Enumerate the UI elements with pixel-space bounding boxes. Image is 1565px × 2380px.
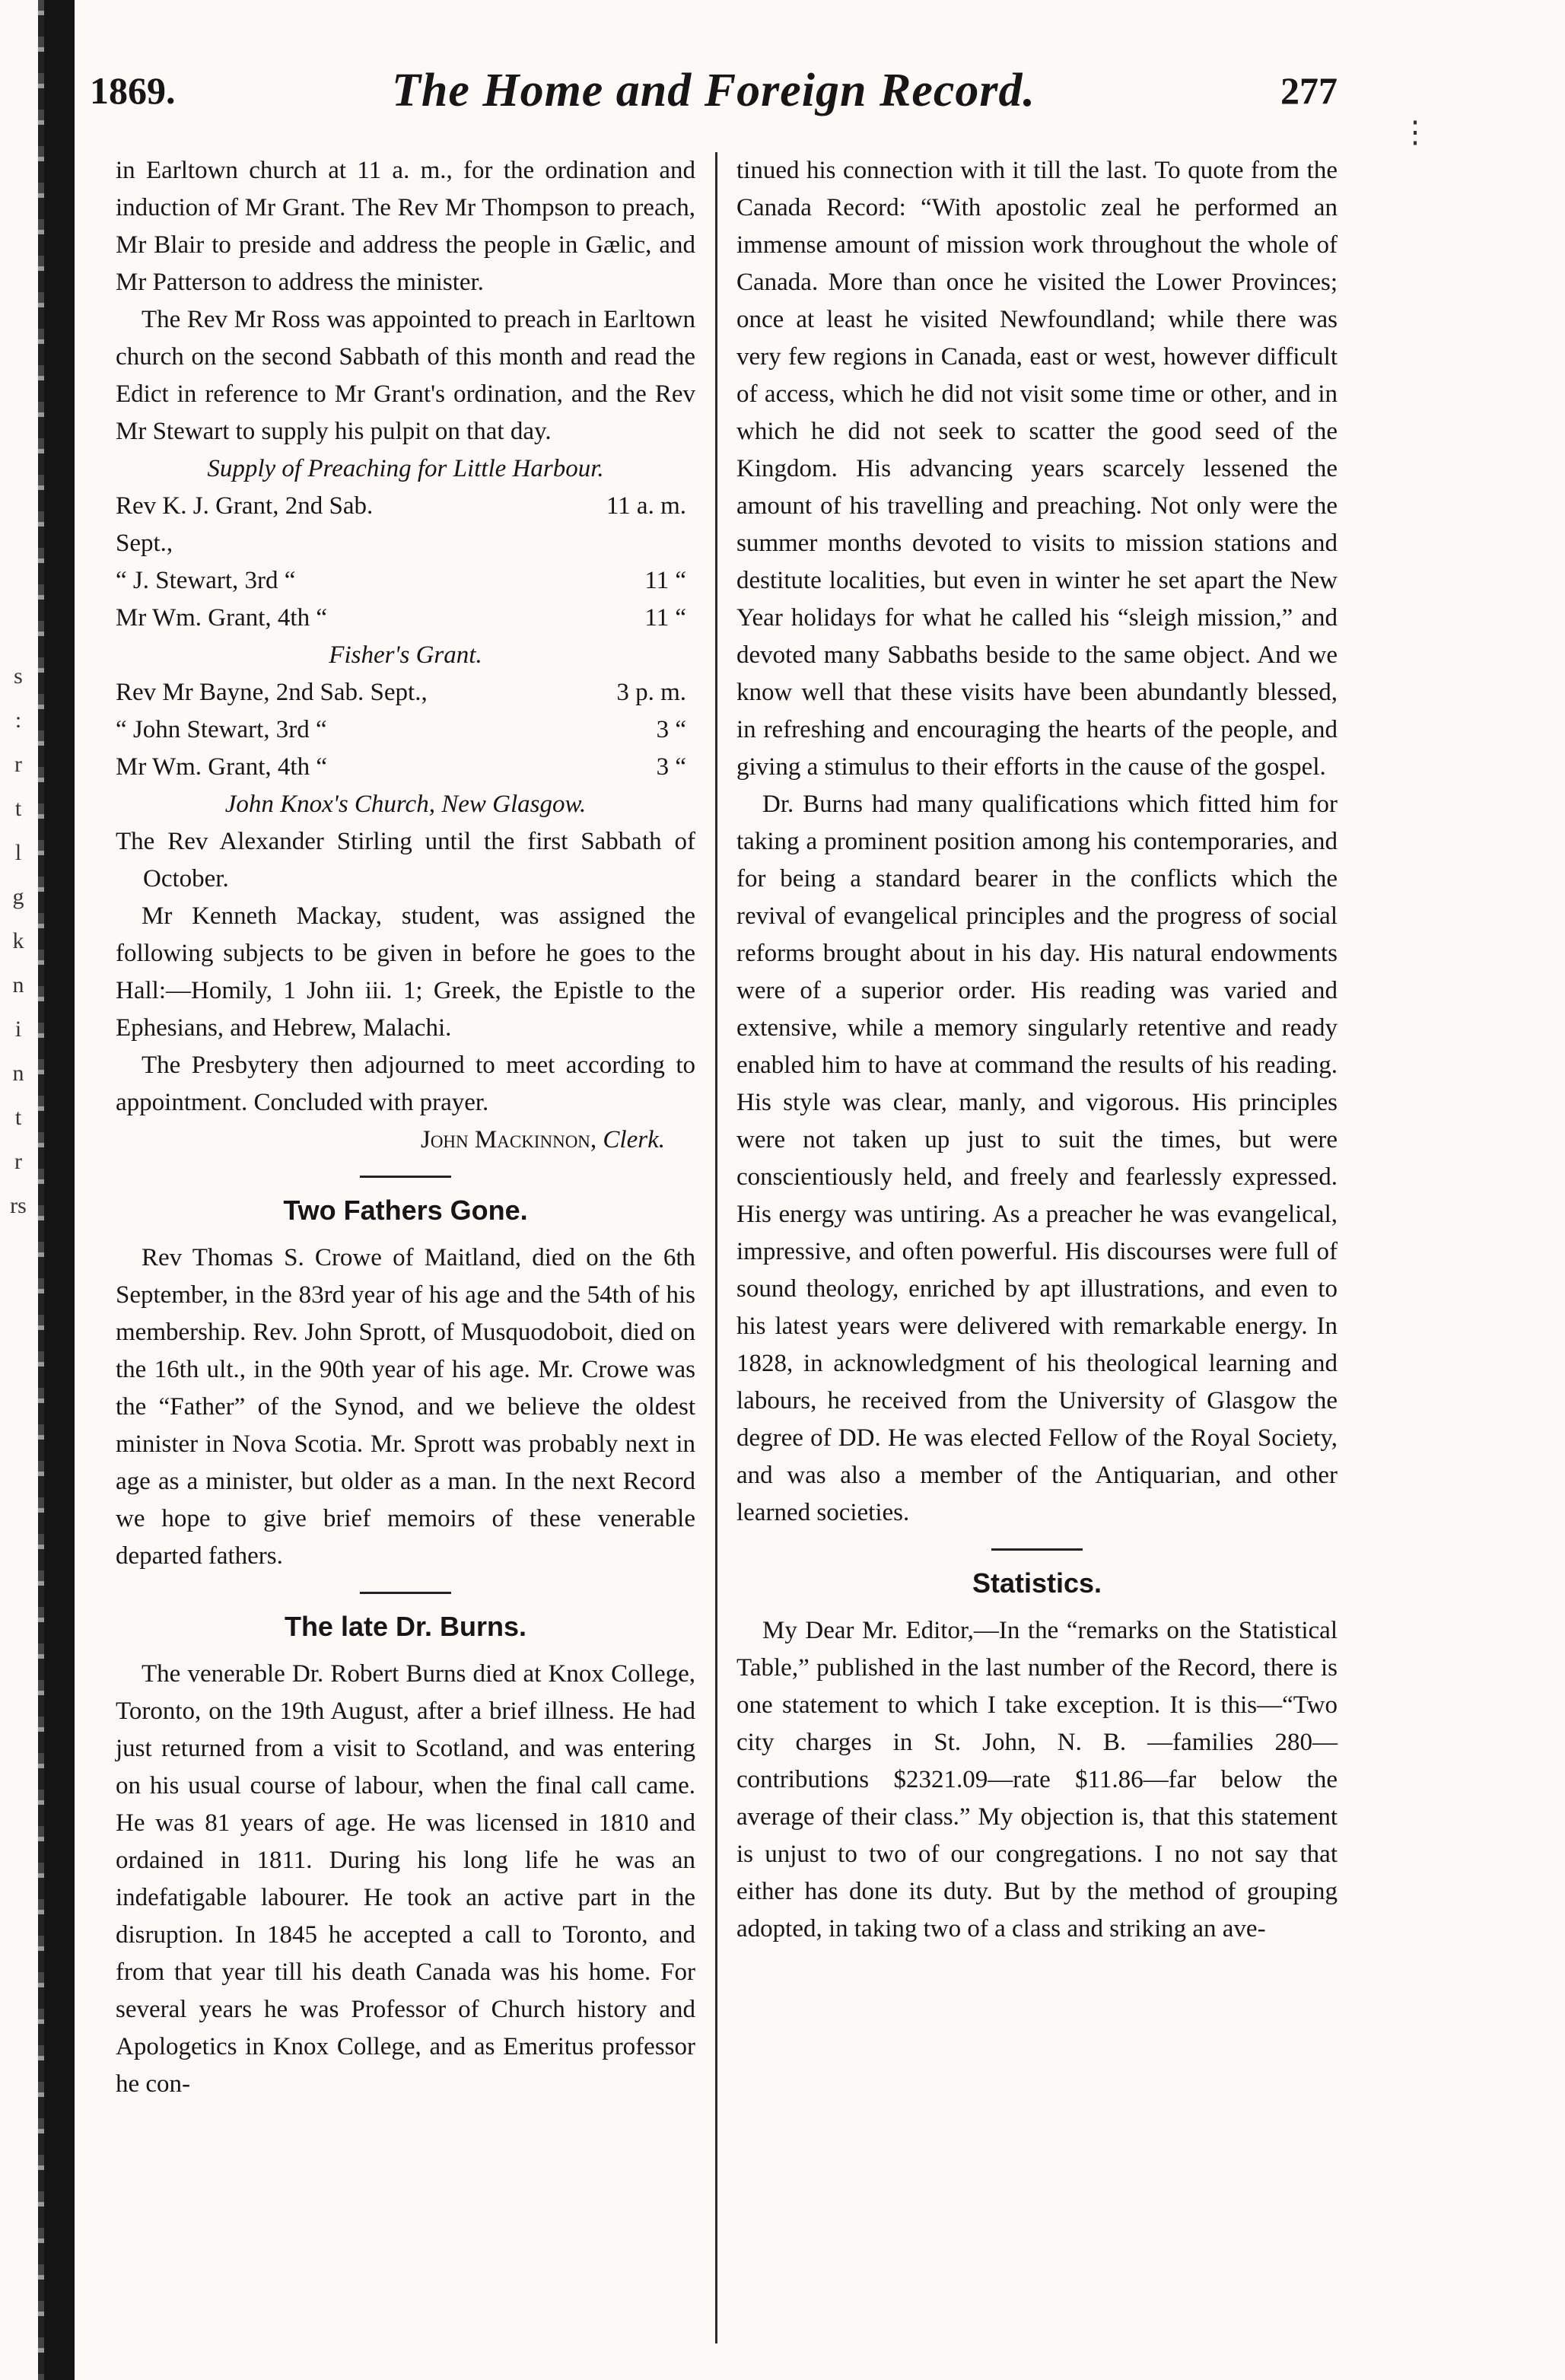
paragraph: Mr Kenneth Mackay, student, was assigned the following subjects to be given in before he goes to the Hall:—Homily, 1 John iii. 1; Greek, the Epistle to the Ephesians, and Hebrew, Malachi.: [116, 902, 695, 1042]
schedule-cell: Mr Wm. Grant, 4th “: [116, 753, 328, 781]
paragraph: tinued his connection with it till the last. To quote from the Canada Record: “With apostolic zeal he performed an immense amount of mission work throughout the whole of Canada. More than once he visited the Lower Provinces; once at least he visited Newfoundland; while there was very few regions in Canada, east or west, however difficult of access, which he did not visit some time or other, and in which he did not seek to scatter the good seed of the Kingdom. His advancing years scarcely lessened the amount of his travelling and preaching. Not only were the summer months devoted to visits to mission stations and destitute localities, but even in winter he set apart the New Year holidays for what he called his “sleigh mission,” and devoted many Sabbaths beside to the same object. And we know well that these visits have been abundantly blessed, in refreshing and encouraging the hearts of the people, and giving a stimulus to their efforts in the cause of the gospel.: [736, 157, 1338, 781]
section-title-statistics: Statistics.: [972, 1567, 1102, 1599]
schedule-cell: 11 “: [644, 604, 686, 632]
paragraph: Dr. Burns had many qualifications which fitted him for taking a prominent position among his contemporaries, and for being a standard bearer in the conflicts which the revival of evangelical principles and the progress of social reforms brought about in his day. His natural endowments were of a superior order. His reading was varied and extensive, while a memory singularly retentive and ready enabled him to have at command the results of his reading. His style was clear, manly, and vigorous. His principles were not taken up just to suit the times, but were conscientiously held, and freely and fearlessly expressed. His energy was untiring. As a preacher he was evangelical, impressive, and often powerful. His discourses were full of sound theology, enriched by apt illustrations, and even to his latest years were delivered with remarkable energy. In 1828, in acknowledgment of his theological learning and labours, he received from the University of Glasgow the degree of DD. He was elected Fellow of the Royal Society, and was also a member of the Antiquarian, and other learned societies.: [736, 791, 1338, 1526]
schedule-cell: Rev Mr Bayne, 2nd Sab. Sept.,: [116, 679, 428, 706]
clerk-signature: [116, 1122, 695, 1159]
gutter-fragment: g: [12, 884, 24, 909]
schedule-cell: “ J. Stewart, 3rd “: [116, 567, 296, 594]
gutter-fragment: r: [14, 752, 22, 777]
schedule-cell: 3 “: [656, 753, 686, 781]
section-title-two-fathers: Two Fathers Gone.: [283, 1195, 528, 1226]
schedule-row: [116, 600, 695, 637]
gutter-fragment: s: [14, 663, 23, 689]
schedule-row: [116, 674, 695, 711]
section-rule: [360, 1592, 451, 1594]
gutter-fragments: [0, 654, 37, 1228]
schedule-row: [116, 488, 695, 562]
paragraph: The Rev Mr Ross was appointed to preach in Earltown church on the second Sabbath of this month and read the Edict in reference to Mr Grant's ordination, and the Rev Mr Stewart to supply his pulpit on that day.: [116, 306, 695, 445]
fisher-heading: Fisher's Grant.: [329, 641, 482, 669]
schedule-cell: Mr Wm. Grant, 4th “: [116, 604, 328, 632]
clerk-name: John Mackinnon,: [420, 1126, 597, 1153]
section-rule: [360, 1176, 451, 1178]
book-spine: [44, 0, 75, 2380]
knox-heading: John Knox's Church, New Glasgow.: [224, 791, 587, 818]
right-column: [736, 152, 1338, 1948]
paragraph: Rev Thomas S. Crowe of Maitland, died on the 6th September, in the 83rd year of his age and the 54th of his membership. Rev. John Sprott, of Musquodoboit, died on the 16th ult., in the 90th year of his age. Mr. Crowe was the “Father” of the Synod, and we believe the oldest minister in Nova Scotia. Mr. Sprott was probably next in age as a minister, but older as a man. In the next Record we hope to give brief memoirs of these venerable departed fathers.: [116, 1244, 695, 1570]
gutter-fragment: rs: [10, 1193, 27, 1218]
paragraph: The Presbytery then adjourned to meet according to appointment. Concluded with prayer.: [116, 1052, 695, 1116]
schedule-row: [116, 749, 695, 786]
paragraph: The venerable Dr. Robert Burns died at Knox College, Toronto, on the 19th August, after a brief illness. He had just returned from a visit to Scotland, and was entering on his usual course of labour, when the final call came. He was 81 years of age. He was licensed in 1810 and ordained in 1811. During his long life he was an indefatigable labourer. He took an active part in the disruption. In 1845 he accepted a call to Toronto, and from that year till his death Canada was his home. For several years he was Professor of Church history and Apologetics in Knox College, and as Emeritus professor he con-: [116, 1660, 695, 2098]
schedule-cell: 3 p. m.: [616, 679, 686, 706]
margin-dots: ⋮: [1400, 115, 1430, 149]
paragraph: My Dear Mr. Editor,—In the “remarks on the Statistical Table,” published in the last number of the Record, there is one statement to which I take exception. It is this—“Two city charges in St. John, N. B. —families 280—contributions $2321.09—rate $11.86—far below the average of their class.” My objection is, that this statement is unjust to two of our congregations. I no not say that either has done its duty. But by the method of grouping adopted, in taking two of a class and striking an ave-: [736, 1617, 1338, 1943]
schedule-cell: 11 “: [644, 567, 686, 594]
gutter-fragment: k: [12, 928, 24, 953]
gutter-fragment: t: [14, 796, 22, 821]
section-title-burns: The late Dr. Burns.: [284, 1611, 527, 1642]
section-rule: [991, 1548, 1083, 1551]
clerk-role: Clerk.: [603, 1126, 665, 1153]
gutter-fragment: n: [12, 1061, 24, 1086]
gutter-fragment: t: [14, 1105, 22, 1130]
page-number: 277: [1280, 69, 1338, 112]
header-title: The Home and Foreign Record.: [391, 65, 1036, 116]
running-header: [90, 65, 1338, 122]
schedule-cell: Rev K. J. Grant, 2nd Sab. Sept.,: [116, 492, 374, 557]
gutter-fragment: :: [14, 708, 22, 733]
schedule-cell: 3 “: [656, 716, 686, 743]
schedule-row: [116, 711, 695, 749]
schedule-cell: 11 a. m.: [606, 492, 686, 520]
gutter-fragment: i: [14, 1017, 22, 1042]
gutter-fragment: r: [14, 1149, 22, 1174]
header-year: 1869.: [90, 69, 176, 112]
schedule-cell: “ John Stewart, 3rd “: [116, 716, 327, 743]
paragraph: in Earltown church at 11 a. m., for the ordination and induction of Mr Grant. The Rev Mr Thompson to preach, Mr Blair to preside and address the people in Gælic, and Mr Patterson to address the minister.: [116, 157, 695, 296]
paragraph: The Rev Alexander Stirling until the first Sabbath of October.: [116, 828, 695, 892]
gutter-fragment: l: [14, 840, 22, 865]
gutter-fragment: n: [12, 972, 24, 998]
left-column: [116, 152, 695, 2103]
column-divider: [715, 152, 717, 2343]
supply-heading: Supply of Preaching for Little Harbour.: [207, 455, 604, 482]
schedule-row: [116, 562, 695, 600]
